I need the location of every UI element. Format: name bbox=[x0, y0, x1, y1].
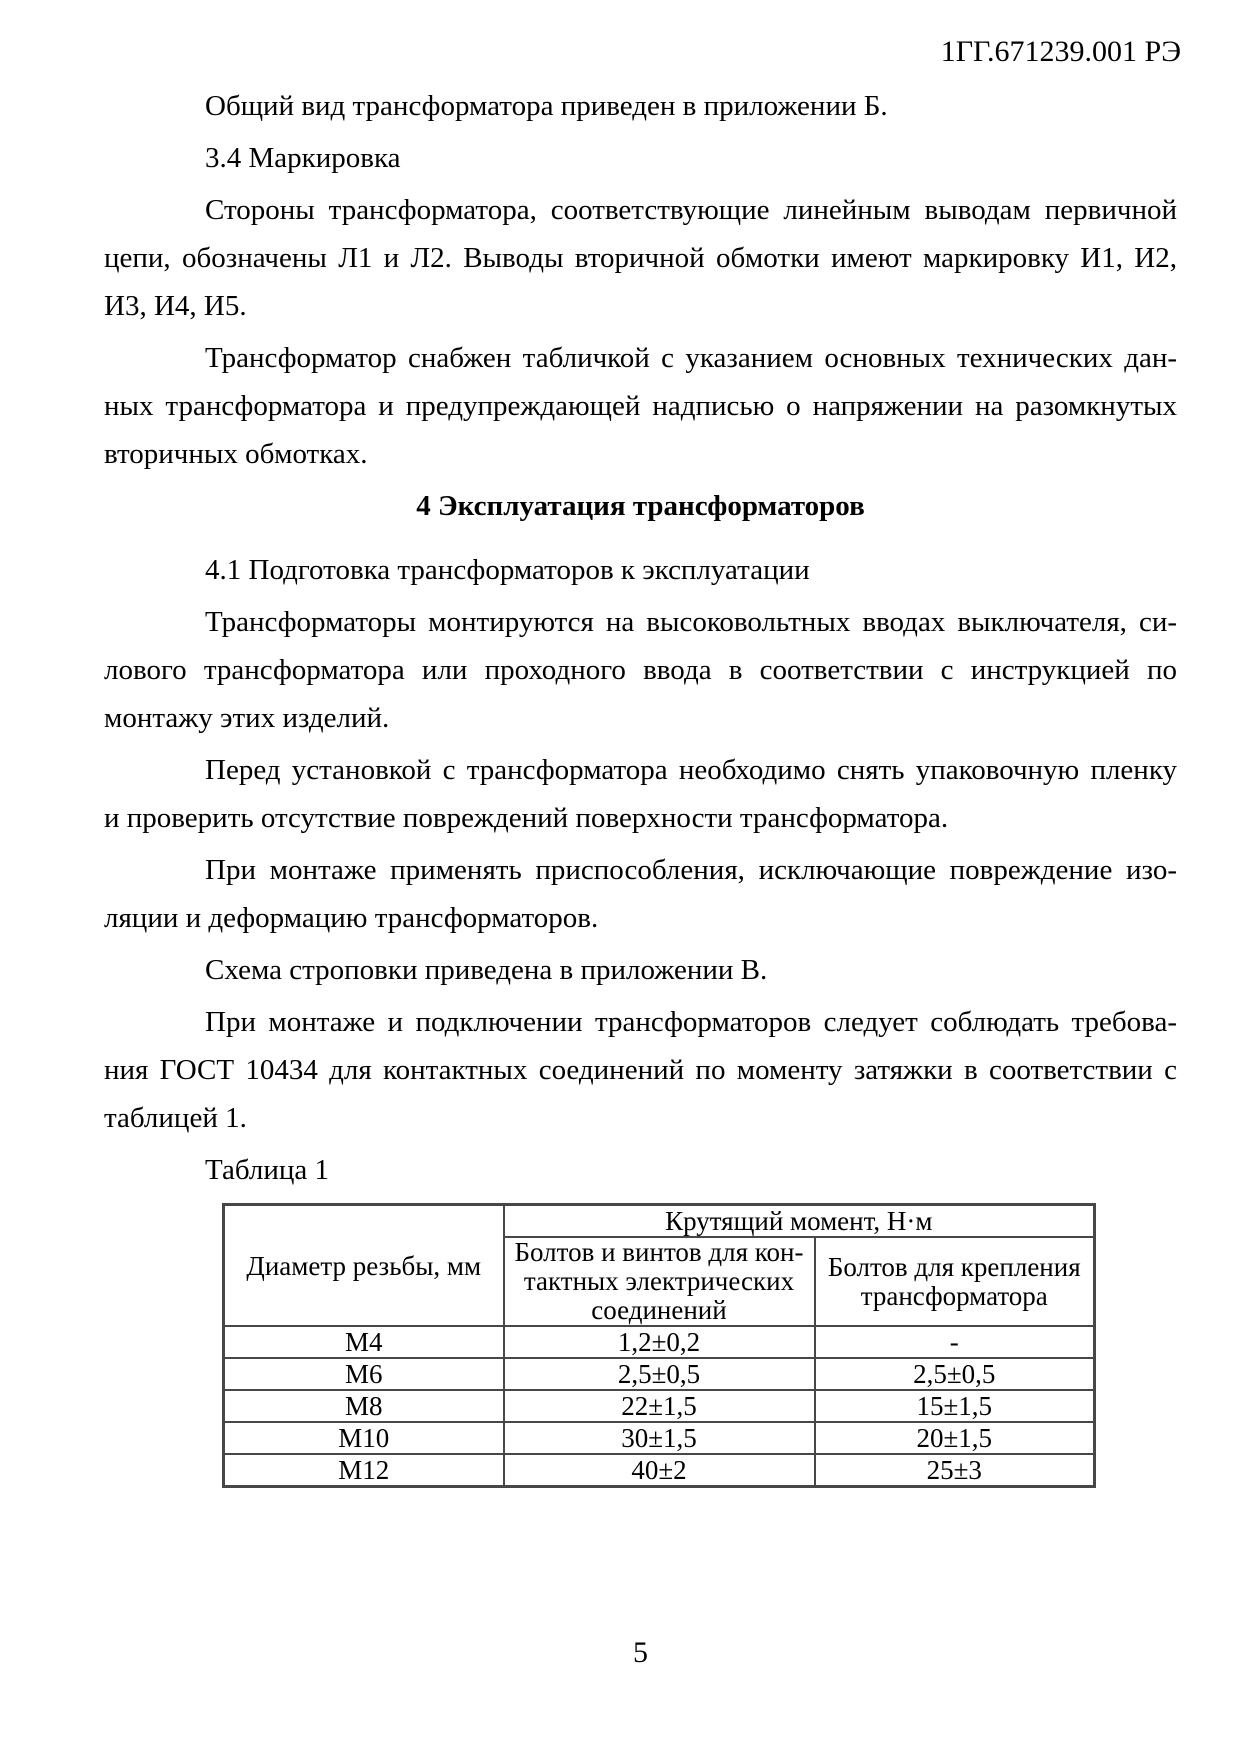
text-line: И3, И4, И5. bbox=[104, 290, 247, 322]
table-header-line: Болтов и винтов для кон- bbox=[514, 1237, 804, 1267]
text-line: Трансформатор снабжен табличкой с указанием основных технических дан- bbox=[205, 342, 1177, 374]
table-header-line: тактных электрических bbox=[523, 1266, 795, 1296]
text-line: Трансформаторы монтируются на высоковольтных вводах выключателя, си- bbox=[205, 606, 1177, 638]
paragraph bbox=[104, 598, 1177, 742]
torque-value-cell: 2,5±0,5 bbox=[815, 1358, 1095, 1390]
thread-diameter-cell: М4 bbox=[224, 1326, 504, 1358]
torque-table bbox=[222, 1203, 1096, 1488]
text-line: таблицей 1. bbox=[104, 1102, 247, 1134]
torque-value-cell: 2,5±0,5 bbox=[504, 1358, 815, 1390]
paragraph bbox=[104, 334, 1177, 478]
paragraph bbox=[104, 746, 1177, 842]
text-line: монтажу этих изделий. bbox=[104, 702, 390, 734]
page-number: 5 bbox=[633, 1636, 648, 1669]
table-header-contact-bolts bbox=[504, 1237, 815, 1326]
table-row bbox=[224, 1454, 1095, 1487]
text-line: Общий вид трансформатора приведен в приложении Б. bbox=[205, 90, 888, 122]
table-header-line: соединений bbox=[591, 1295, 727, 1325]
text-line: Стороны трансформатора, соответствующие линейным выводам первичной bbox=[205, 194, 1177, 226]
torque-value-cell: - bbox=[815, 1326, 1095, 1358]
section-heading bbox=[104, 482, 1177, 530]
thread-diameter-cell: М6 bbox=[224, 1358, 504, 1390]
table-row bbox=[224, 1358, 1095, 1390]
torque-value-cell: 15±1,5 bbox=[815, 1390, 1095, 1422]
text-line: цепи, обозначены Л1 и Л2. Выводы вторичной обмотки имеют маркировку И1, И2, bbox=[104, 242, 1177, 274]
torque-value-cell: 1,2±0,2 bbox=[504, 1326, 815, 1358]
table-header-line: Болтов для крепления bbox=[827, 1251, 1081, 1282]
text-line: 3.4 Маркировка bbox=[205, 142, 401, 174]
paragraph bbox=[104, 82, 1177, 130]
paragraph bbox=[104, 546, 1177, 594]
torque-value-cell: 20±1,5 bbox=[815, 1422, 1095, 1454]
torque-value-cell: 30±1,5 bbox=[504, 1422, 815, 1454]
text-line: При монтаже и подключении трансформаторов следует соблюдать требова- bbox=[205, 1006, 1177, 1038]
table-header-mounting-bolts bbox=[815, 1237, 1095, 1326]
text-line: ния ГОСТ 10434 для контактных соединений по моменту затяжки в соответствии с bbox=[104, 1054, 1177, 1086]
table-header-torque: Крутящий момент, Н·м bbox=[504, 1205, 1095, 1238]
text-line: ляции и деформацию трансформаторов. bbox=[104, 902, 599, 934]
paragraph bbox=[104, 186, 1177, 330]
text-line: ных трансформатора и предупреждающей надписью о напряжении на разомкнутых bbox=[104, 390, 1177, 422]
paragraph bbox=[104, 134, 1177, 182]
text-line: Перед установкой с трансформатора необходимо снять упаковочную пленку bbox=[205, 754, 1177, 786]
torque-table-header bbox=[224, 1205, 1095, 1327]
table-row bbox=[224, 1390, 1095, 1422]
table-caption: Таблица 1 bbox=[205, 1154, 330, 1186]
torque-value-cell: 22±1,5 bbox=[504, 1390, 815, 1422]
text-line: Схема строповки приведена в приложении В. bbox=[205, 954, 768, 986]
table-row bbox=[224, 1422, 1095, 1454]
table-header-diameter: Диаметр резьбы, мм bbox=[224, 1205, 504, 1327]
paragraph bbox=[104, 946, 1177, 994]
torque-value-cell: 25±3 bbox=[815, 1454, 1095, 1487]
thread-diameter-cell: М12 bbox=[224, 1454, 504, 1487]
text-line: 4 Эксплуатация трансформаторов bbox=[416, 490, 865, 522]
paragraph bbox=[104, 998, 1177, 1142]
text-line: и проверить отсутствие повреждений поверхности трансформатора. bbox=[104, 802, 949, 834]
paragraph bbox=[104, 846, 1177, 942]
text-line: вторичных обмотках. bbox=[104, 438, 368, 470]
torque-value-cell: 40±2 bbox=[504, 1454, 815, 1487]
document-body bbox=[104, 82, 1177, 1488]
text-line: При монтаже применять приспособления, исключающие повреждение изо- bbox=[205, 854, 1177, 886]
thread-diameter-cell: М8 bbox=[224, 1390, 504, 1422]
text-line: лового трансформатора или проходного ввода в соответствии с инструкцией по bbox=[104, 654, 1177, 686]
thread-diameter-cell: М10 bbox=[224, 1422, 504, 1454]
torque-table-body bbox=[224, 1326, 1095, 1487]
table-row bbox=[224, 1326, 1095, 1358]
doc-number: 1ГГ.671239.001 РЭ bbox=[940, 35, 1181, 68]
paragraphs bbox=[104, 82, 1177, 1142]
text-line: 4.1 Подготовка трансформаторов к эксплуатации bbox=[205, 554, 810, 586]
table-header-line: трансформатора bbox=[860, 1280, 1048, 1311]
